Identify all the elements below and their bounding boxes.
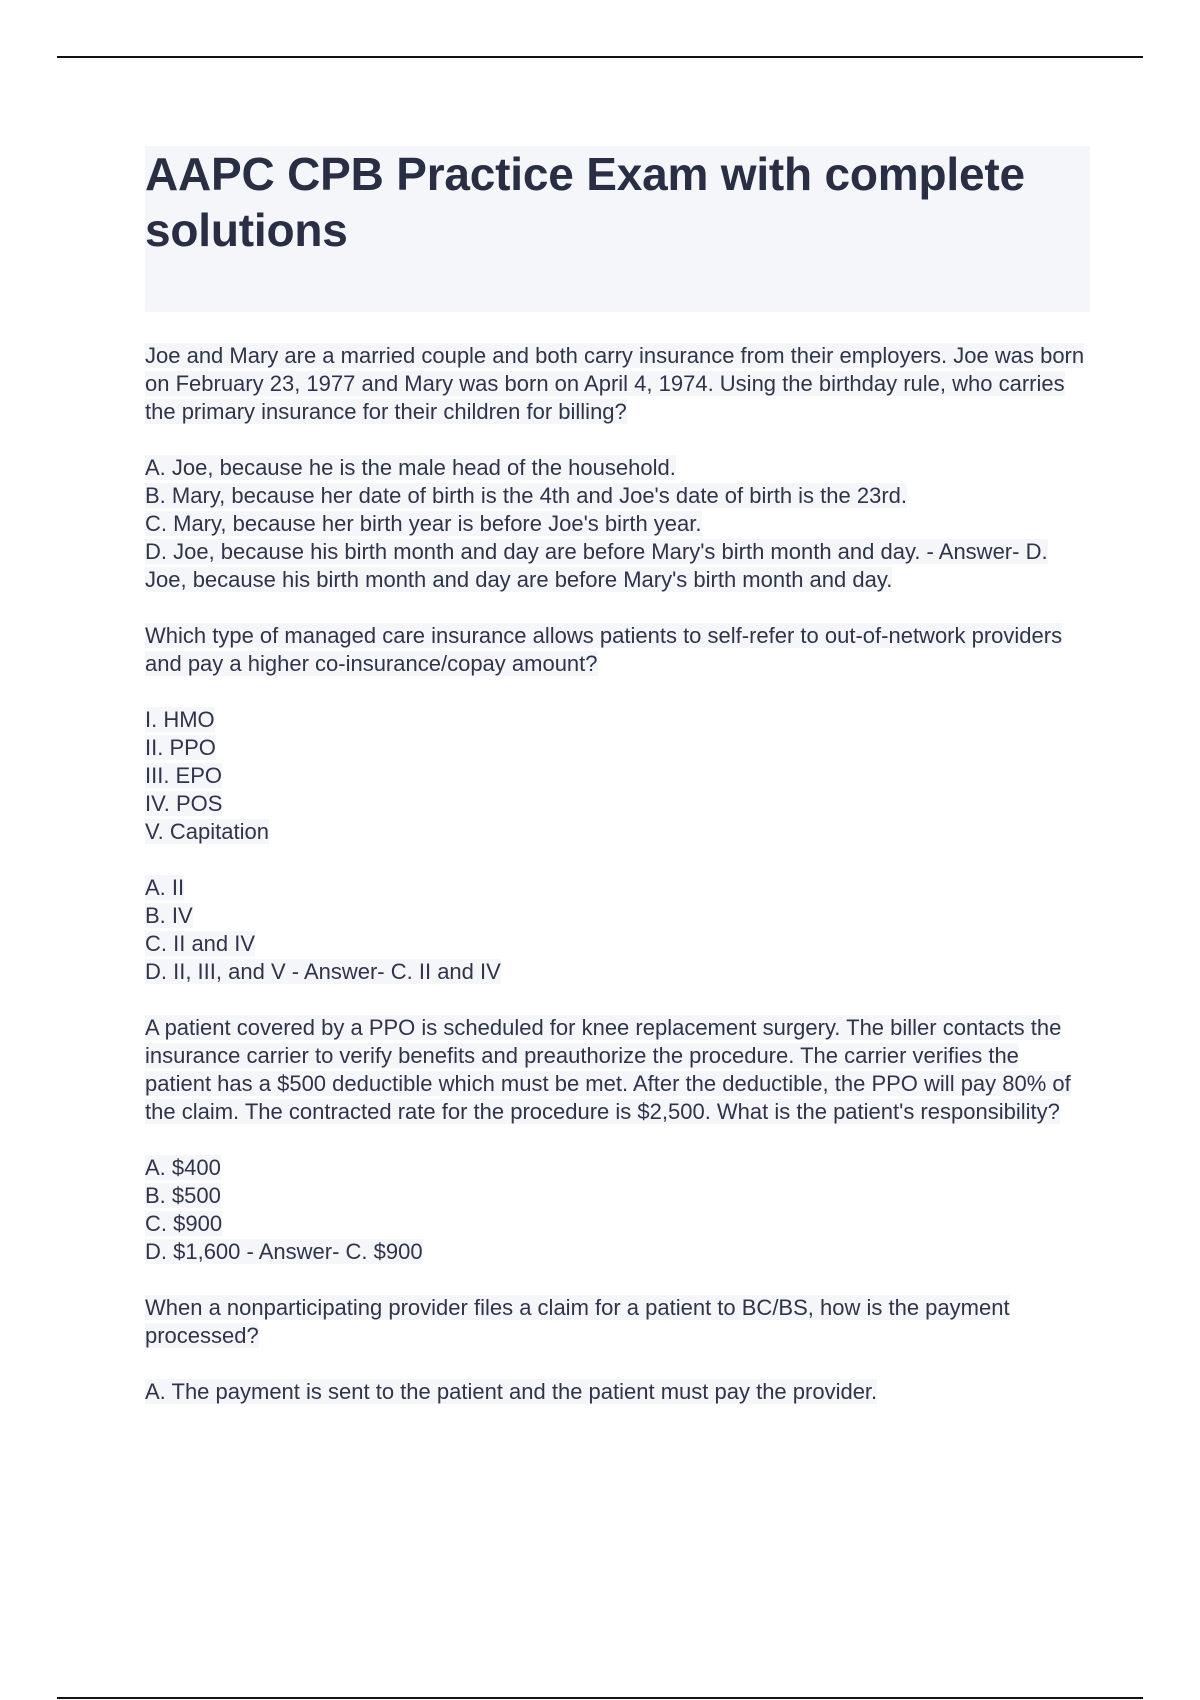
item-4 <box>145 790 1090 818</box>
item-text: V. Capitation <box>145 819 269 844</box>
question-4-stem: When a nonparticipating provider files a claim for a patient to BC/BS, how is the payment processed? <box>145 1295 1010 1348</box>
question-stem <box>145 1014 1090 1126</box>
option-text: B. $500 <box>145 1183 221 1208</box>
option-text: D. Joe, because his birth month and day are before Mary's birth month and day. - Answer- D. Joe, because his birth month and day are before Mary's birth month and day. <box>145 539 1048 592</box>
question-3 <box>145 1014 1090 1266</box>
question-4 <box>145 1294 1090 1406</box>
option-b <box>145 902 1090 930</box>
question-2-stem: Which type of managed care insurance allows patients to self-refer to out-of-network providers and pay a higher co-insurance/copay amount? <box>145 623 1063 676</box>
option-c <box>145 1210 1090 1238</box>
question-2 <box>145 622 1090 986</box>
item-text: I. HMO <box>145 707 215 732</box>
question-3-stem: A patient covered by a PPO is scheduled for knee replacement surgery. The biller contacts the insurance carrier to verify benefits and preauthorize the procedure. The carrier verifies the patient has a $500 deductible which must be met. After the deductible, the PPO will pay 80% of the claim. The contracted rate for the procedure is $2,500. What is the patient's responsibility? <box>145 1015 1071 1124</box>
option-d-answer <box>145 958 1090 986</box>
option-c <box>145 510 1090 538</box>
item-2 <box>145 734 1090 762</box>
document-page <box>145 146 1090 1406</box>
option-text: D. II, III, and V - Answer- C. II and IV <box>145 959 501 984</box>
question-4-options <box>145 1378 1090 1406</box>
item-1 <box>145 706 1090 734</box>
option-text: B. IV <box>145 903 193 928</box>
item-text: IV. POS <box>145 791 223 816</box>
question-2-options <box>145 874 1090 986</box>
option-text: A. $400 <box>145 1155 221 1180</box>
bottom-rule <box>57 1697 1143 1699</box>
option-text: C. II and IV <box>145 931 256 956</box>
option-text: A. Joe, because he is the male head of the household. <box>145 455 676 480</box>
question-3-options <box>145 1154 1090 1266</box>
title-box <box>145 146 1090 312</box>
option-a <box>145 1378 1090 1406</box>
item-text: II. PPO <box>145 735 216 760</box>
question-stem <box>145 1294 1090 1350</box>
question-2-items <box>145 706 1090 846</box>
option-d-answer <box>145 1238 1090 1266</box>
option-a <box>145 1154 1090 1182</box>
option-text: D. $1,600 - Answer- C. $900 <box>145 1239 423 1264</box>
item-5 <box>145 818 1090 846</box>
question-stem <box>145 622 1090 678</box>
option-d-answer <box>145 538 1090 594</box>
option-b <box>145 482 1090 510</box>
question-1 <box>145 342 1090 594</box>
option-text: C. Mary, because her birth year is before Joe's birth year. <box>145 511 702 536</box>
question-stem <box>145 342 1090 426</box>
item-text: III. EPO <box>145 763 223 788</box>
question-1-stem: Joe and Mary are a married couple and both carry insurance from their employers. Joe was born on February 23, 1977 and Mary was born on April 4, 1974. Using the birthday rule, who carries the primary insurance for their children for billing? <box>145 343 1085 424</box>
option-text: A. The payment is sent to the patient and the patient must pay the provider. <box>145 1379 878 1404</box>
page-title: AAPC CPB Practice Exam with complete solutions <box>145 148 1025 256</box>
option-a <box>145 454 1090 482</box>
option-text: C. $900 <box>145 1211 223 1236</box>
option-b <box>145 1182 1090 1210</box>
option-c <box>145 930 1090 958</box>
top-rule <box>57 56 1143 58</box>
option-text: B. Mary, because her date of birth is the 4th and Joe's date of birth is the 23rd. <box>145 483 908 508</box>
item-3 <box>145 762 1090 790</box>
question-1-options <box>145 454 1090 594</box>
option-a <box>145 874 1090 902</box>
option-text: A. II <box>145 875 185 900</box>
